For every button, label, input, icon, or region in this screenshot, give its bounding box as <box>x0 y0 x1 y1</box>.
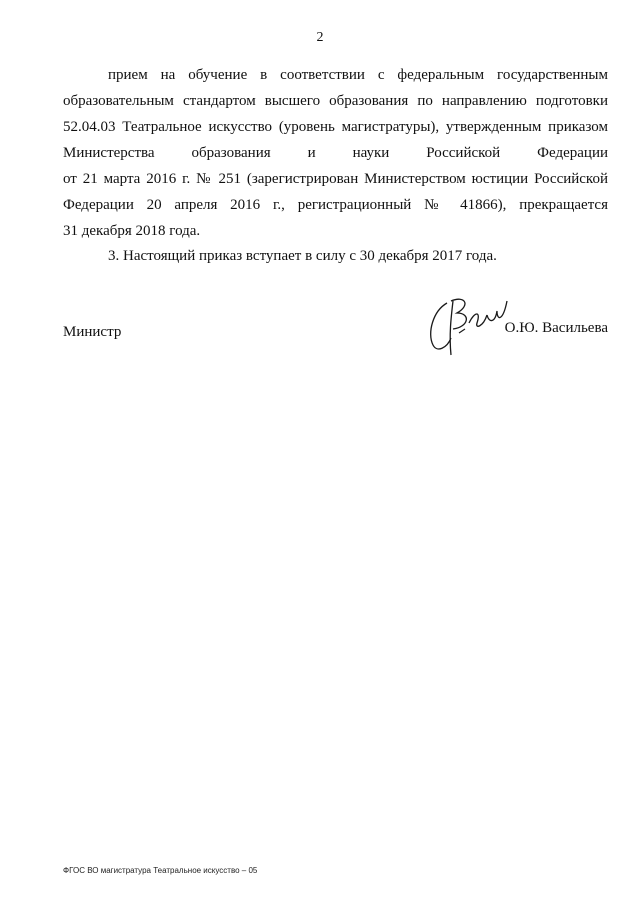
paragraph-line: образовательным стандартом высшего образования по направлению подготовки <box>63 93 608 109</box>
paragraph-line: Министерства образования и науки Российской Федерации <box>63 145 608 161</box>
signer-name: О.Ю. Васильева <box>504 320 608 336</box>
signer-title: Министр <box>63 324 122 340</box>
paragraph-line: от 21 марта 2016 г. № 251 (зарегистрирован Министерством юстиции Российской <box>63 171 608 187</box>
point-3-text: 3. Настоящий приказ вступает в силу с 30 декабря 2017 года. <box>108 248 497 264</box>
page-number: 2 <box>316 30 324 45</box>
paragraph-line: Федерации 20 апреля 2016 г., регистрационный № 41866), прекращается <box>63 197 608 213</box>
body-paragraph <box>63 62 608 244</box>
footer-text: ФГОС ВО магистратура Театральное искусство – 05 <box>63 866 258 875</box>
paragraph-line: 52.04.03 Театральное искусство (уровень магистратуры), утвержденным приказом <box>63 119 608 135</box>
paragraph-line: 31 декабря 2018 года. <box>63 223 201 239</box>
handwritten-signature <box>425 293 515 358</box>
paragraph-line: прием на обучение в соответствии с федеральным государственным <box>108 67 608 83</box>
signature-block <box>63 320 608 350</box>
